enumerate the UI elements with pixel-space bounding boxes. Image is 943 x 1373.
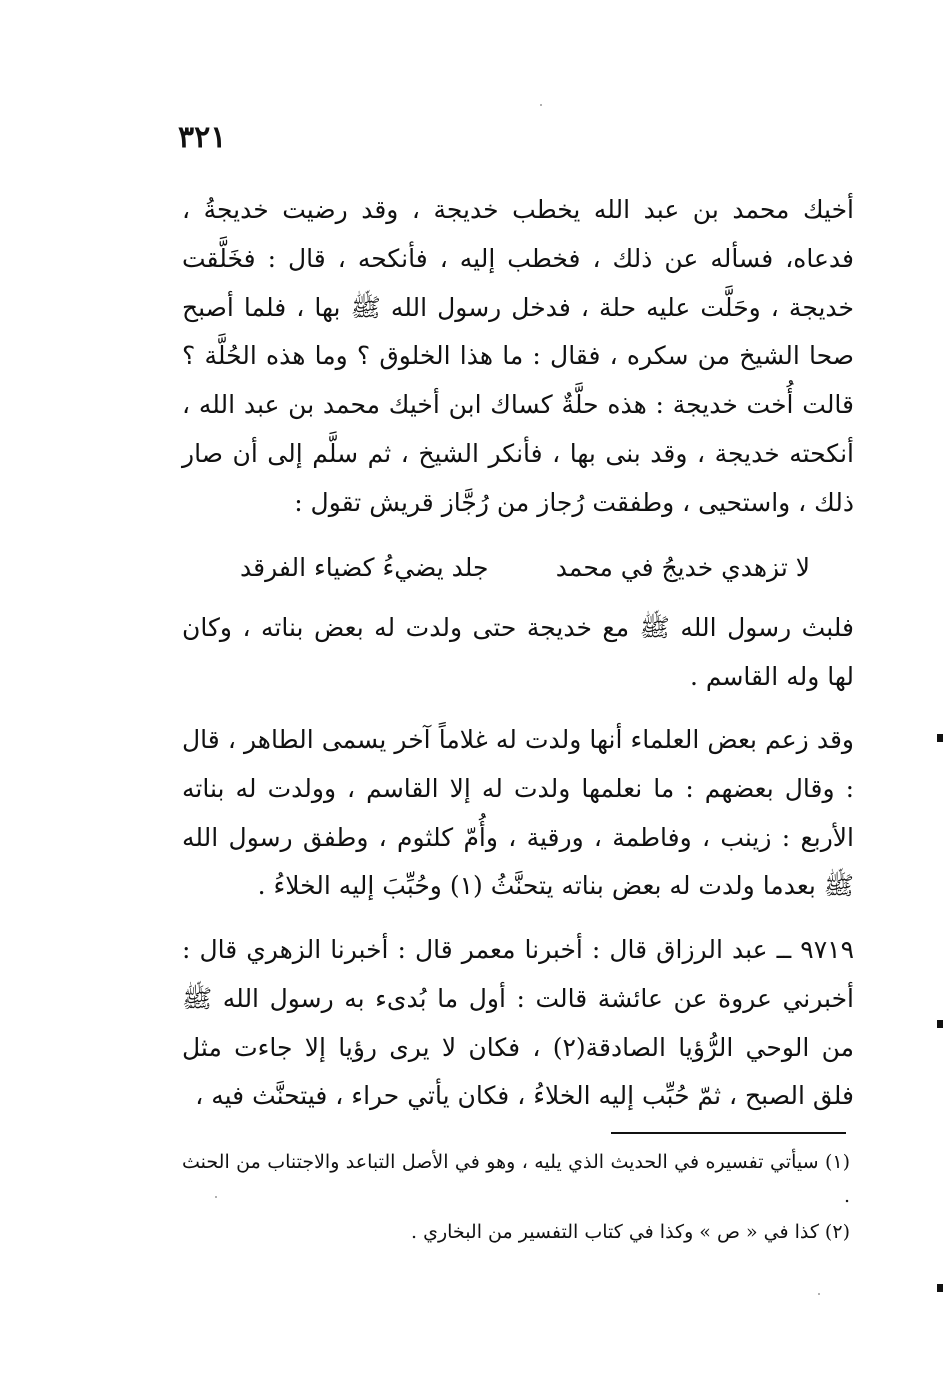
footnote-divider [611, 1132, 846, 1134]
hadith-paragraph: ٩٧١٩ ــ عبد الرزاق قال : أخبرنا معمر قال : أخبرنا الزهري قال : أخبرني عروة عن عائشة قالت : أول ما بُدىء به رسول الله ﷺ من الوحي الرُّؤيا الصادقة(٢) ، فكان لا يرى رؤيا إلا جاءت مثل فلق الصبح ، ثمّ حُبِّب إليه الخلاءُ ، فكان يأتي حراء ، فيتحنَّث فيه ، [182, 935, 854, 1111]
main-text-block-3 [182, 716, 854, 911]
scan-speck [818, 1293, 820, 1295]
paragraph: وقد زعم بعض العلماء أنها ولدت له غلاماً آخر يسمى الطاهر ، قال : وقال بعضهم : ما نعلمها ولدت له إلا القاسم ، وولدت له بناته الأربع : زينب ، وفاطمة ، ورقية ، وأُمّ كلثوم ، وطفق رسول الله ﷺ بعدما ولدت له بعض بناته يتحنَّثُ (١) وحُبِّبَ إليه الخلاءُ . [182, 725, 854, 901]
verse-second-hemistich: جلد يضيءُ كضياء الفرقد [240, 553, 489, 582]
poem-verse [240, 548, 810, 588]
scan-edge-mark [937, 1020, 943, 1028]
footnote-1: (١) سيأتي تفسيره في الحديث الذي يليه ، وهو في الأصل التباعد والاجتناب من الحنث . [182, 1151, 850, 1207]
scan-speck [215, 1196, 217, 1198]
verse-first-hemistich: لا تزهدي خديجُ في محمد [555, 553, 810, 582]
paragraph: فلبث رسول الله ﷺ مع خديجة حتى ولدت له بعض بناته ، وكان لها وله القاسم . [182, 613, 854, 691]
footnote-2: (٢) كذا في « ص » وكذا في كتاب التفسير من البخاري . [411, 1221, 850, 1243]
footnotes [182, 1145, 850, 1251]
main-text-block-4 [182, 926, 854, 1121]
main-text-block-2 [182, 604, 854, 702]
paragraph: أخيك محمد بن عبد الله يخطب خديجة ، وقد رضيت خديجةُ ، فدعاه، فسأله عن ذلك ، فخطب إليه ، فأنكحه ، قال : فخَلَّقت خديجة ، وحَلَّت عليه حلة ، فدخل رسول الله ﷺ بها ، فلما أصبح صحا الشيخ من سكره ، فقال : ما هذا الخلوق ؟ وما هذه الحُلَّة ؟ قالت أُخت خديجة : هذه حلَّةٌ كساك ابن أخيك محمد بن عبد الله ، أنكحته خديجة ، وقد بنى بها ، فأنكر الشيخ ، ثم سلَّم إلى أن صار ذلك ، واستحيى ، وطفقت رُجاز من رُجَّاز قريش تقول : [182, 195, 854, 517]
scan-edge-mark [937, 734, 943, 742]
scan-speck [540, 104, 542, 106]
main-text-block-1 [182, 186, 854, 528]
scan-edge-mark [937, 1284, 943, 1292]
page-number: ٣٢١ [178, 120, 227, 155]
